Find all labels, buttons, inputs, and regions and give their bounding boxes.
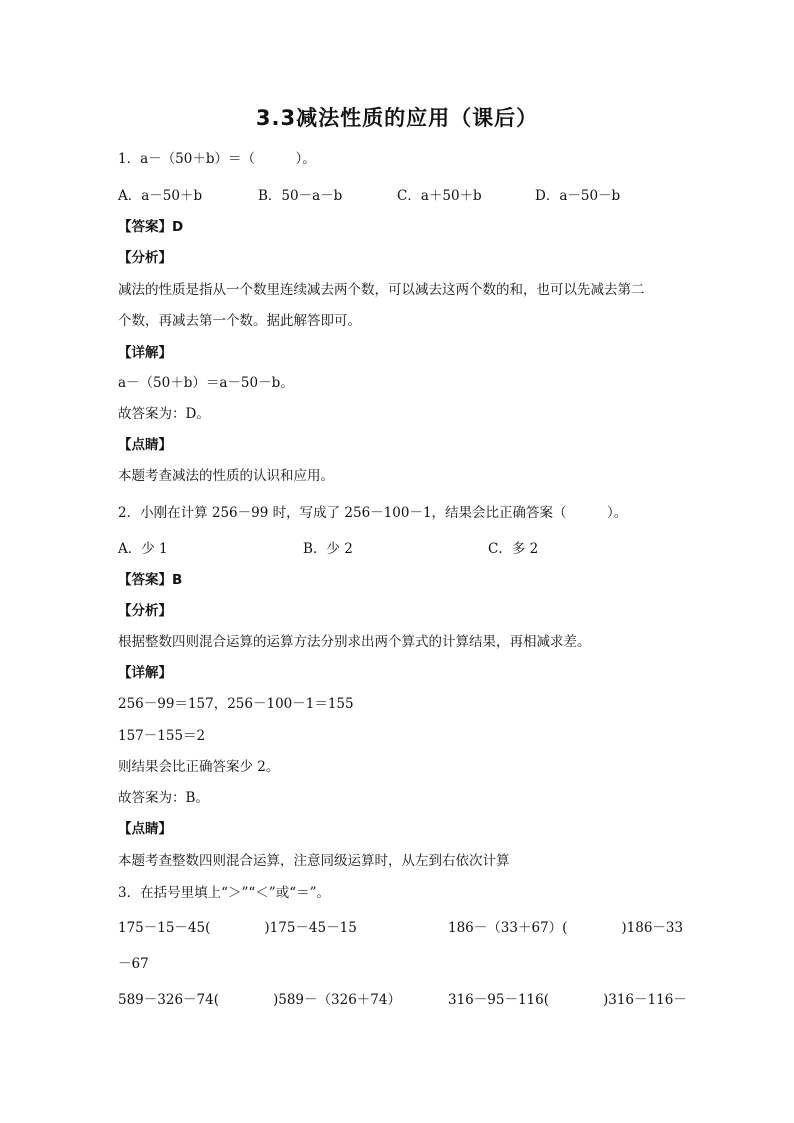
q2-detail-line-1: 256－99＝157，256－100－1＝155 <box>118 696 354 712</box>
q2-detail-line-3: 则结果会比正确答案少 2。 <box>118 759 280 775</box>
q2-option-c: C．多 2 <box>488 541 539 557</box>
q3-row1-left: 175－15－45( )175－45－15 <box>118 920 357 936</box>
q2-detail-line-4: 故答案为：B。 <box>118 790 209 806</box>
q2-analysis-line-1: 根据整数四则混合运算的运算方法分别求出两个算式的计算结果，再相减求差。 <box>118 634 591 650</box>
q1-detail-line-2: 故答案为：D。 <box>118 406 210 422</box>
q2-answer: 【答案】B <box>118 572 183 588</box>
page-title: 3.3减法性质的应用（课后） <box>255 106 539 130</box>
q2-comment-line-1: 本题考查整数四则混合运算，注意同级运算时，从左到右依次计算 <box>118 853 510 869</box>
q1-option-c: C．a＋50＋b <box>397 188 482 204</box>
q1-option-b: B．50－a－b <box>258 188 343 204</box>
q2-detail-line-2: 157－155＝2 <box>118 728 206 744</box>
q1-comment-tag: 【点睛】 <box>118 437 172 453</box>
q3-stem: 3．在括号里填上“＞”“＜”或“＝”。 <box>118 885 330 901</box>
q1-analysis-line-2: 个数，再减去第一个数。据此解答即可。 <box>118 313 361 329</box>
q1-option-d: D．a－50－b <box>535 188 621 204</box>
q2-comment-tag: 【点睛】 <box>118 821 172 837</box>
q2-detail-tag: 【详解】 <box>118 665 172 681</box>
q2-option-a: A．少 1 <box>118 541 168 557</box>
q1-answer: 【答案】D <box>118 219 184 235</box>
q1-stem: 1．a－（50＋b）＝（ ）。 <box>118 151 316 167</box>
q1-comment-line-1: 本题考查减法的性质的认识和应用。 <box>118 468 334 484</box>
q1-analysis-line-1: 减法的性质是指从一个数里连续减去两个数，可以减去这两个数的和，也可以先减去第二 <box>118 282 645 298</box>
q3-row2-right: 316－95－116( )316－116－ <box>448 992 687 1008</box>
q1-detail-line-1: a－（50＋b）＝a－50－b。 <box>118 375 294 391</box>
q3-row2-left: 589－326－74( )589－（326＋74） <box>118 992 401 1008</box>
q1-analysis-tag: 【分析】 <box>118 250 172 266</box>
q2-stem: 2．小刚在计算 256－99 时，写成了 256－100－1，结果会比正确答案（ ）。 <box>118 505 628 521</box>
q3-row1-continuation: －67 <box>118 956 149 972</box>
q3-row1-right: 186－（33＋67）( )186－33 <box>448 920 684 936</box>
q1-detail-tag: 【详解】 <box>118 345 172 361</box>
q2-option-b: B．少 2 <box>303 541 353 557</box>
q2-analysis-tag: 【分析】 <box>118 603 172 619</box>
q1-option-a: A．a－50＋b <box>118 188 203 204</box>
